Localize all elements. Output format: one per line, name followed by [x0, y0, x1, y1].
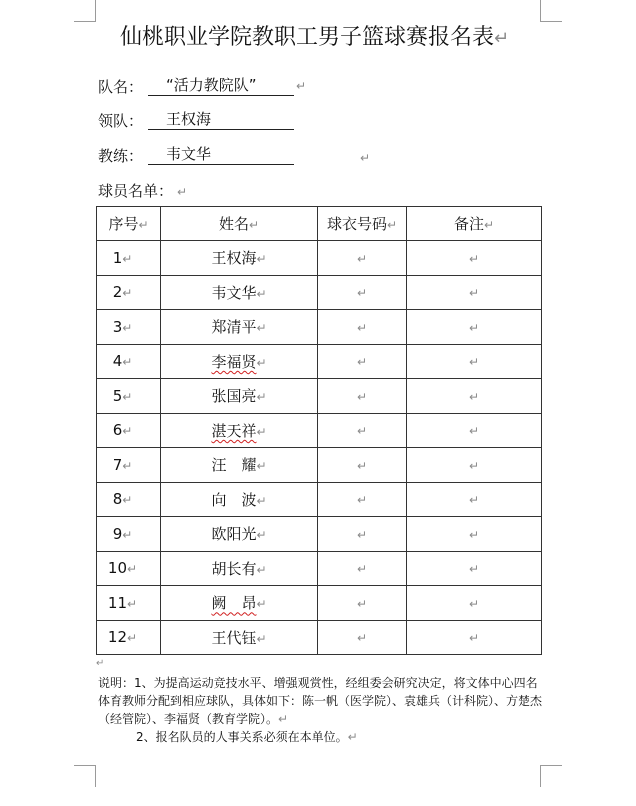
player-name-text: 韦文华 [211, 283, 257, 302]
cell-number[interactable] [97, 551, 161, 586]
header-cell-jersey[interactable] [318, 207, 407, 241]
cell-note[interactable] [407, 448, 542, 483]
table-row [97, 551, 542, 586]
cell-mark-icon: ↵ [468, 286, 480, 301]
table-row [97, 344, 542, 379]
paragraph-mark-icon: ↵ [360, 151, 371, 165]
cell-mark-icon: ↵ [256, 528, 267, 543]
cell-note[interactable] [407, 275, 542, 310]
cell-mark-icon: ↵ [256, 424, 267, 439]
cell-mark-icon: ↵ [356, 389, 368, 404]
cell-mark-icon: ↵ [356, 596, 368, 611]
cell-player-name[interactable] [161, 310, 318, 345]
cell-mark-icon: ↵ [248, 218, 260, 232]
team-name-label: 队名： [98, 78, 144, 96]
cell-mark-icon: ↵ [468, 320, 480, 335]
table-row [97, 413, 542, 448]
roster-table-body [97, 241, 542, 655]
player-name-text: 湛天祥 [211, 421, 257, 440]
row-number-text: 6 [112, 421, 123, 440]
cell-player-name[interactable] [161, 275, 318, 310]
cell-number[interactable] [97, 241, 161, 276]
cell-player-name[interactable] [161, 413, 318, 448]
cell-jersey-number[interactable] [318, 482, 407, 517]
team-name-field[interactable] [98, 76, 307, 97]
header-cell-note[interactable] [407, 207, 542, 241]
row-number-text: 7 [112, 455, 123, 474]
cell-player-name[interactable] [161, 586, 318, 621]
cell-mark-icon: ↵ [468, 389, 480, 404]
header-name-text: 姓名 [218, 215, 249, 233]
cell-note[interactable] [407, 586, 542, 621]
cell-jersey-number[interactable] [318, 241, 407, 276]
table-row [97, 517, 542, 552]
cell-mark-icon: ↵ [127, 631, 138, 646]
cell-number[interactable] [97, 344, 161, 379]
cell-mark-icon: ↵ [256, 597, 267, 612]
cell-player-name[interactable] [161, 517, 318, 552]
notes-section[interactable] [98, 674, 548, 746]
paragraph-mark-icon: ↵ [296, 79, 307, 93]
cell-mark-icon: ↵ [356, 631, 368, 646]
roster-label[interactable] [98, 180, 187, 201]
cell-mark-icon: ↵ [256, 252, 267, 267]
cell-mark-icon: ↵ [356, 424, 368, 439]
cell-jersey-number[interactable] [318, 620, 407, 655]
cell-player-name[interactable] [161, 448, 318, 483]
cell-mark-icon: ↵ [122, 424, 133, 439]
player-name-text: 李福贤 [211, 352, 257, 371]
cell-mark-icon: ↵ [356, 527, 368, 542]
cell-note[interactable] [407, 310, 542, 345]
header-note-text: 备注 [453, 215, 484, 233]
cell-player-name[interactable] [161, 344, 318, 379]
table-row [97, 586, 542, 621]
cell-mark-icon: ↵ [256, 390, 267, 405]
cell-mark-icon: ↵ [468, 251, 480, 266]
cell-jersey-number[interactable] [318, 310, 407, 345]
player-name-text: 向 波 [211, 490, 257, 509]
cell-mark-icon: ↵ [468, 527, 480, 542]
paragraph-mark-icon: ↵ [347, 730, 358, 744]
cell-mark-icon: ↵ [256, 459, 267, 474]
cell-note[interactable] [407, 620, 542, 655]
cell-player-name[interactable] [161, 551, 318, 586]
cell-mark-icon: ↵ [356, 493, 368, 508]
cell-number[interactable] [97, 275, 161, 310]
crop-mark-bottom-right [540, 765, 562, 787]
paragraph-mark-icon: ↵ [494, 28, 510, 49]
cell-mark-icon: ↵ [122, 389, 133, 404]
cell-mark-icon: ↵ [122, 493, 133, 508]
header-jersey-text: 球衣号码 [326, 215, 387, 233]
cell-mark-icon: ↵ [122, 320, 133, 335]
cell-mark-icon: ↵ [386, 218, 398, 232]
cell-mark-icon: ↵ [127, 562, 138, 577]
table-header-row [97, 207, 542, 241]
player-name-text: 欧阳光 [211, 525, 257, 544]
cell-player-name[interactable] [161, 241, 318, 276]
cell-jersey-number[interactable] [318, 413, 407, 448]
team-leader-field[interactable] [98, 110, 212, 131]
cell-mark-icon: ↵ [256, 631, 267, 646]
header-cell-no[interactable] [97, 207, 161, 241]
cell-mark-icon: ↵ [468, 424, 480, 439]
cell-mark-icon: ↵ [356, 562, 368, 577]
note-line-1-text: 说明：1、为提高运动竞技水平、增强观赏性，经组委会研究决定，将文体中心四名体育教师分配到相应球队，具体如下：陈一帆（医学院）、袁雄兵（计科院）、方楚杰（经管院）、李福贤（教育学院）。 [98, 676, 543, 726]
cell-player-name[interactable] [161, 620, 318, 655]
note-line-1 [98, 674, 548, 728]
team-leader-label: 领队： [98, 112, 144, 130]
header-no-text: 序号 [108, 215, 139, 233]
note-line-2 [98, 728, 548, 746]
cell-mark-icon: ↵ [138, 218, 149, 232]
crop-mark-bottom-left [74, 765, 96, 787]
cell-mark-icon: ↵ [127, 596, 138, 611]
team-leader-value: 王权海 [148, 110, 294, 130]
cell-mark-icon: ↵ [468, 631, 480, 646]
title-text: 仙桃职业学院教职工男子篮球赛报名表 [120, 25, 495, 50]
cell-mark-icon: ↵ [356, 458, 368, 473]
cell-mark-icon: ↵ [468, 355, 480, 370]
cell-mark-icon: ↵ [256, 493, 267, 508]
roster-label-text: 球员名单： [98, 182, 174, 200]
cell-mark-icon: ↵ [122, 251, 133, 266]
cell-note[interactable] [407, 551, 542, 586]
table-row [97, 620, 542, 655]
row-number-text: 4 [112, 352, 123, 371]
cell-mark-icon: ↵ [122, 458, 133, 473]
roster-table [96, 206, 542, 655]
cell-number[interactable] [97, 482, 161, 517]
document-title[interactable] [120, 20, 509, 51]
row-number-text: 11 [107, 593, 128, 612]
player-name-text: 王代钰 [211, 628, 257, 647]
cell-mark-icon: ↵ [468, 458, 480, 473]
cell-mark-icon: ↵ [468, 562, 480, 577]
row-number-text: 8 [112, 490, 123, 509]
paragraph-mark-icon: ↵ [96, 658, 105, 669]
cell-number[interactable] [97, 413, 161, 448]
cell-mark-icon: ↵ [483, 218, 495, 232]
row-number-text: 1 [112, 248, 123, 267]
row-number-text: 3 [112, 317, 123, 336]
team-name-value: “活力教院队” [148, 76, 294, 96]
cell-mark-icon: ↵ [356, 320, 368, 335]
paragraph-mark-icon: ↵ [278, 712, 289, 726]
cell-number[interactable] [97, 448, 161, 483]
coach-field[interactable] [98, 145, 371, 166]
cell-mark-icon: ↵ [468, 493, 480, 508]
cell-player-name[interactable] [161, 482, 318, 517]
table-row [97, 275, 542, 310]
cell-mark-icon: ↵ [468, 596, 480, 611]
cell-mark-icon: ↵ [256, 286, 267, 301]
crop-mark-top-left [74, 0, 96, 22]
cell-note[interactable] [407, 413, 542, 448]
coach-value: 韦文华 [148, 145, 294, 165]
cell-note[interactable] [407, 482, 542, 517]
cell-mark-icon: ↵ [256, 562, 267, 577]
table-row [97, 482, 542, 517]
row-number-text: 9 [112, 524, 123, 543]
cell-number[interactable] [97, 620, 161, 655]
header-cell-name[interactable] [161, 207, 318, 241]
cell-mark-icon: ↵ [356, 355, 368, 370]
crop-mark-top-right [540, 0, 562, 22]
paragraph-mark-icon: ↵ [177, 185, 188, 199]
cell-note[interactable] [407, 379, 542, 414]
player-name-text: 胡长有 [211, 559, 257, 578]
cell-mark-icon: ↵ [122, 527, 133, 542]
player-name-text: 阙 昂 [211, 594, 257, 613]
cell-jersey-number[interactable] [318, 517, 407, 552]
cell-mark-icon: ↵ [356, 251, 368, 266]
cell-jersey-number[interactable] [318, 275, 407, 310]
cell-jersey-number[interactable] [318, 344, 407, 379]
cell-jersey-number[interactable] [318, 379, 407, 414]
cell-jersey-number[interactable] [318, 448, 407, 483]
table-row [97, 310, 542, 345]
coach-label: 教练： [98, 147, 144, 165]
row-number-text: 12 [107, 628, 128, 647]
cell-note[interactable] [407, 517, 542, 552]
note-line-2-text: 2、报名队员的人事关系必须在本单位。 [136, 730, 348, 744]
cell-mark-icon: ↵ [122, 355, 133, 370]
table-row [97, 448, 542, 483]
cell-number[interactable] [97, 517, 161, 552]
player-name-text: 郑清平 [211, 318, 257, 337]
table-row [97, 379, 542, 414]
cell-mark-icon: ↵ [122, 286, 133, 301]
player-name-text: 汪 耀 [211, 456, 257, 475]
player-name-text: 张国亮 [211, 387, 257, 406]
cell-jersey-number[interactable] [318, 551, 407, 586]
table-row [97, 241, 542, 276]
row-number-text: 2 [112, 283, 123, 302]
cell-number[interactable] [97, 379, 161, 414]
cell-note[interactable] [407, 344, 542, 379]
cell-player-name[interactable] [161, 379, 318, 414]
row-number-text: 5 [112, 386, 123, 405]
cell-note[interactable] [407, 241, 542, 276]
cell-jersey-number[interactable] [318, 586, 407, 621]
row-number-text: 10 [107, 559, 128, 578]
cell-number[interactable] [97, 586, 161, 621]
cell-mark-icon: ↵ [356, 286, 368, 301]
player-name-text: 王权海 [211, 249, 257, 268]
cell-mark-icon: ↵ [256, 355, 267, 370]
cell-number[interactable] [97, 310, 161, 345]
cell-mark-icon: ↵ [256, 321, 267, 336]
